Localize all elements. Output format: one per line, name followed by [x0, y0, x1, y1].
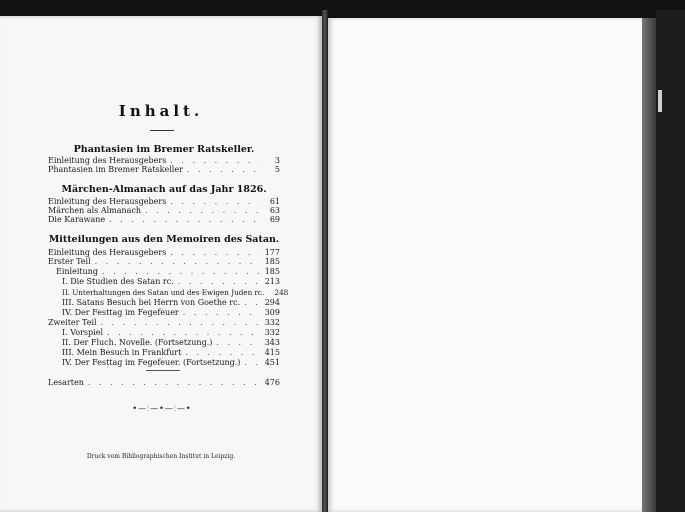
toc-entry: [48, 165, 280, 175]
entry-label: Erster Teil: [48, 257, 91, 266]
title-rule: [150, 130, 174, 131]
entry-label: IV. Der Festtag im Fegefeuer: [62, 308, 179, 317]
entry-page: 185: [264, 267, 280, 276]
leader-dots: [88, 378, 260, 388]
right-page-blank: [328, 18, 642, 512]
entry-label: Lesarten: [48, 378, 84, 387]
leader-dots: [244, 298, 260, 308]
toc-entry: [62, 288, 289, 298]
entry-page: 248: [274, 288, 289, 297]
entry-page: 332: [264, 318, 280, 327]
entry-label: IV. Der Festtag im Fegefeuer. (Fortsetzung.): [62, 358, 241, 367]
toc-entry: [62, 298, 280, 308]
toc-entry: [62, 328, 280, 338]
page-edge: [642, 18, 656, 512]
entry-page: 451: [264, 358, 280, 367]
toc-entry: [62, 338, 280, 348]
toc-entry: [56, 267, 280, 277]
entry-label: Einleitung des Herausgebers: [48, 156, 167, 165]
entry-label: II. Unterhaltungen des Satan und des Ewigen Juden rc.: [62, 288, 265, 297]
entry-label: III. Satans Besuch bei Herrn von Goethe rc.: [62, 298, 241, 307]
entry-label: Einleitung: [56, 267, 99, 276]
entry-label: Die Karawane: [48, 215, 106, 224]
entry-page: 69: [269, 215, 280, 224]
section-divider: [146, 370, 180, 371]
toc-title: Inhalt.: [118, 102, 204, 120]
book-cover-edge: [656, 10, 685, 512]
entry-page: 5: [274, 165, 280, 174]
entry-page: 343: [264, 338, 280, 347]
entry-label: III. Mein Besuch in Frankfurt: [62, 348, 182, 357]
entry-label: I. Vorspiel: [62, 328, 104, 337]
leader-dots: [95, 257, 260, 267]
entry-page: 63: [269, 206, 280, 215]
leader-dots: [102, 267, 260, 277]
toc-entry-lesarten: [48, 378, 280, 388]
entry-label: Zweiter Teil: [48, 318, 97, 327]
entry-label: Einleitung des Herausgebers: [48, 197, 167, 206]
cover-mark: [658, 90, 662, 112]
leader-dots: [109, 215, 260, 225]
leader-dots: [101, 318, 260, 328]
entry-label: Phantasien im Bremer Ratskeller: [48, 165, 183, 174]
entry-label: I. Die Studien des Satan rc.: [62, 277, 174, 286]
leader-dots: [244, 358, 260, 368]
toc-entry: [48, 257, 280, 267]
entry-page: 61: [269, 197, 280, 206]
entry-label: II. Der Fluch. Novelle. (Fortsetzung.): [62, 338, 213, 347]
entry-page: 185: [264, 257, 280, 266]
entry-page: 415: [264, 348, 280, 357]
leader-dots: [178, 277, 260, 287]
entry-page: 294: [264, 298, 280, 307]
toc-entry: [62, 277, 280, 287]
leader-dots: [216, 338, 260, 348]
printer-imprint: Druck vom Bibliographischen Institut in Leipzig.: [86, 453, 236, 460]
section-heading: Märchen-Almanach auf das Jahr 1826.: [61, 184, 267, 195]
leader-dots: [185, 348, 260, 358]
leader-dots: [107, 328, 260, 338]
entry-label: Märchen als Almanach: [48, 206, 142, 215]
entry-page: 213: [264, 277, 280, 286]
entry-page: 309: [264, 308, 280, 317]
entry-page: 332: [264, 328, 280, 337]
toc-entry: [62, 348, 280, 358]
section-heading: Phantasien im Bremer Ratskeller.: [73, 144, 255, 155]
entry-label: Einleitung des Herausgebers: [48, 248, 167, 257]
toc-entry: [62, 308, 280, 318]
toc-entry: [48, 215, 280, 225]
toc-entry: [62, 358, 280, 368]
entry-page: 177: [264, 248, 280, 257]
leader-dots: [183, 308, 260, 318]
entry-page: 476: [264, 378, 280, 387]
leader-dots: [187, 165, 260, 175]
ornament-divider: •—⫶—•—⫶—•: [132, 404, 192, 413]
toc-entry: [48, 318, 280, 328]
section-heading: Mitteilungen aus den Memoiren des Satan.: [48, 234, 280, 245]
entry-page: 3: [274, 156, 280, 165]
